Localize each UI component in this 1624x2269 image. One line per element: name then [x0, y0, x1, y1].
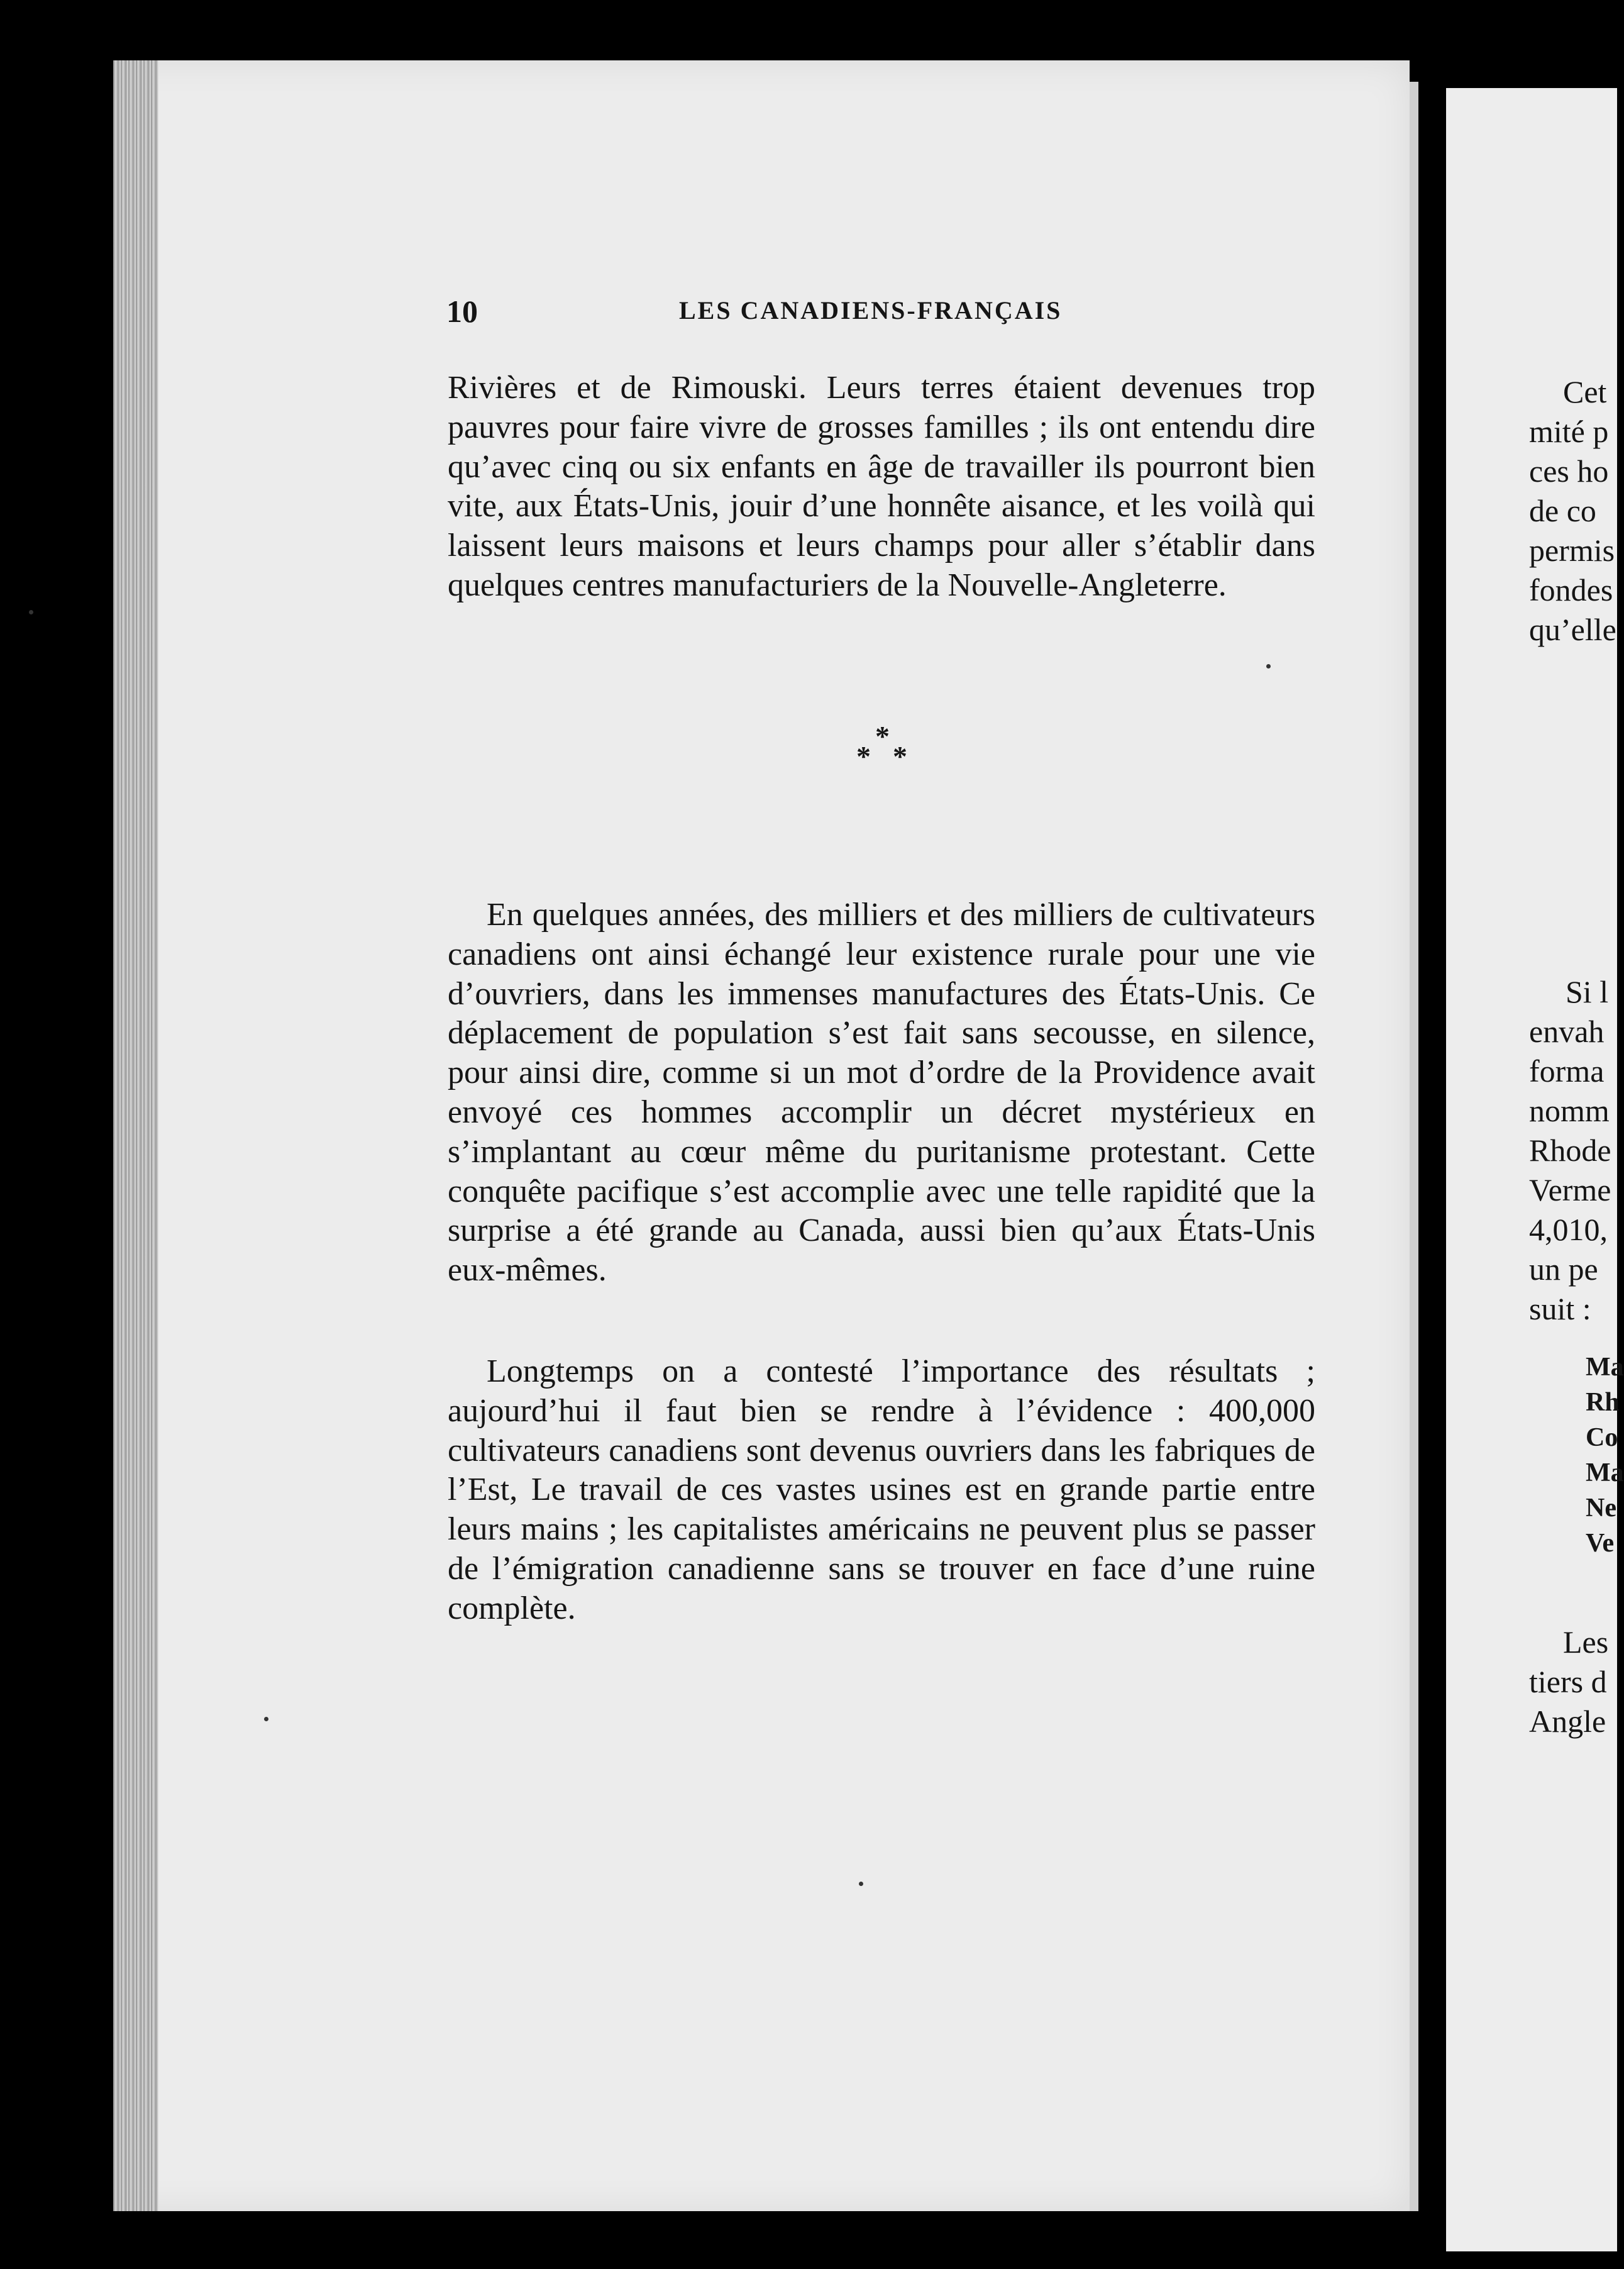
- right-text-line: fondes: [1529, 572, 1613, 607]
- right-text-line: Verme: [1529, 1172, 1611, 1207]
- paragraph-1: Rivières et de Rimouski. Leurs terres étaient devenues trop pauvres pour faire vivre de grosses familles ; ils ont entendu dire qu’avec cinq ou six enfants en âge de travailler ils pourront bien vite, aux États-Unis, jouir d’une honnête aisance, et les voilà qui laissent leurs maisons et leurs champs pour aller s’établir dans quelques centres manufacturiers de la Nouvelle-Angleterre.: [448, 370, 1315, 603]
- right-text-line: qu’elle: [1529, 612, 1616, 647]
- right-list-item: Ne: [1586, 1494, 1616, 1523]
- right-text-line: ces ho: [1529, 453, 1609, 489]
- right-text-line: 4,010,: [1529, 1212, 1608, 1247]
- right-list-item: Co: [1586, 1423, 1618, 1452]
- right-text-line: suit :: [1529, 1291, 1591, 1326]
- right-text-line: tiers d: [1529, 1664, 1607, 1699]
- right-text-line: Les: [1563, 1624, 1609, 1660]
- paragraph-2: En quelques années, des milliers et des milliers de cultivateurs canadiens ont ainsi échangé leur existence rurale pour une vie d’ouvriers, dans les immenses manufactures des États-Unis. Ce déplacement de population s’est fait sans secousse, en silence, pour ainsi dire, comme si un mot d’ordre de la Providence avait envoyé ces hommes accomplir un décret mystérieux en s’implantant au cœur même du puritanisme protestant. Cette conquête pacifique s’est accomplie avec une telle rapidité que la surprise a été grande au Canada, aussi bien qu’aux États-Unis eux-mêmes.: [448, 897, 1315, 1289]
- right-text-line: Rhode: [1529, 1133, 1611, 1168]
- paragraph-3: Longtemps on a contesté l’importance des résultats ; aujourd’hui il faut bien se rendre à l’évidence : 400,000 cultivateurs canadiens sont devenus ouvriers dans les fabriques de l’Est, Le travail de ces vastes usines est en grande partie entre leurs mains ; les capitalistes américains ne peuvent plus se passer de l’émigration canadienne sans se trouver en face d’une ruine complète.: [448, 1353, 1315, 1626]
- page-spine: [1410, 82, 1418, 2211]
- section-separator: [854, 722, 917, 772]
- running-head: LES CANADIENS-FRANÇAIS: [679, 296, 1063, 325]
- right-text-line: Cet: [1563, 374, 1607, 409]
- right-text-line: nomm: [1529, 1093, 1610, 1128]
- separator-star: *: [875, 720, 890, 752]
- right-text-line: forma: [1529, 1053, 1605, 1089]
- separator-star: *: [856, 740, 871, 772]
- page-number: 10: [446, 294, 478, 329]
- dust-speck: [1266, 664, 1271, 668]
- right-text-line: mité p: [1529, 414, 1609, 449]
- right-page: [1446, 88, 1624, 2251]
- right-text-line: Si l: [1566, 974, 1609, 1009]
- right-list-item: Ve: [1586, 1529, 1615, 1558]
- right-text-line: permis: [1529, 533, 1615, 568]
- dust-speck: [859, 1882, 863, 1886]
- separator-star: *: [893, 740, 907, 772]
- right-list-item: Ma: [1586, 1458, 1624, 1487]
- right-text-line: de co: [1529, 493, 1596, 528]
- dust-speck: [264, 1717, 268, 1721]
- right-list-item: Ma: [1586, 1353, 1624, 1382]
- page-edge: [113, 60, 158, 2211]
- dust-speck: [29, 610, 33, 614]
- right-text-line: Angle: [1529, 1704, 1606, 1739]
- right-list-item: Rh: [1586, 1388, 1620, 1417]
- right-text-line: envah: [1529, 1014, 1605, 1049]
- right-text-line: un pe: [1529, 1251, 1598, 1287]
